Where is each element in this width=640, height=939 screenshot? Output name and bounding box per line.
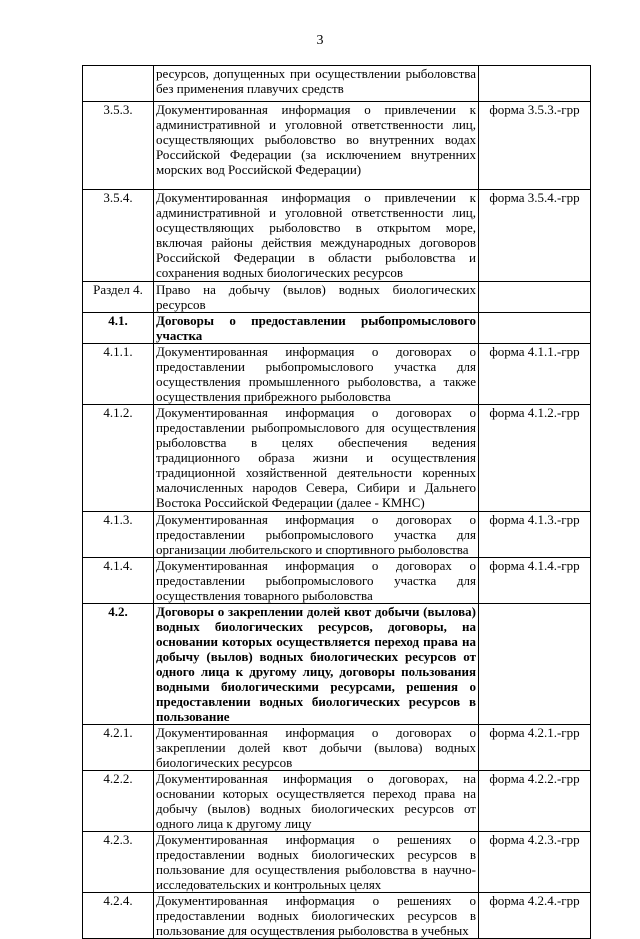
row-form: форма 4.1.2.-грр — [479, 405, 591, 512]
table-row — [83, 512, 591, 558]
row-description: Документированная информация о договорах о предоставлении рыбопромыслового для осуществления рыболовства в целях обеспечения ведения традиционного образа жизни и осуществления традиционной хозяйственной деятельности коренных малочисленных народов Севера, Сибири и Дальнего Востока Российской Федерации (далее - КМНС) — [154, 405, 479, 512]
row-description: Договоры о предоставлении рыбопромыслового участка — [154, 313, 479, 344]
row-description: Документированная информация о договорах о предоставлении рыбопромыслового участка для осуществления промышленного рыболовства, а также осуществления прибрежного рыболовства — [154, 344, 479, 405]
row-number: 4.2.2. — [83, 771, 154, 832]
row-form: форма 4.2.2.-грр — [479, 771, 591, 832]
row-number: 4.1.4. — [83, 558, 154, 604]
table-row — [83, 604, 591, 725]
row-number: 4.1.3. — [83, 512, 154, 558]
row-number: 4.2.4. — [83, 893, 154, 939]
table-row — [83, 66, 591, 102]
table-row — [83, 893, 591, 939]
table-row — [83, 405, 591, 512]
row-form: форма 4.1.1.-грр — [479, 344, 591, 405]
row-description: Договоры о закреплении долей квот добычи (вылова) водных биологических ресурсов, договоры, на основании которых осуществляется переход права на добычу (вылов) водных биологических ресурсов от одного лица к другому лицу, договоры пользования водными биологическими ресурсами, решения о предоставлении водных биологических ресурсов в пользование — [154, 604, 479, 725]
registry-table — [82, 65, 591, 939]
row-number: 4.1. — [83, 313, 154, 344]
row-number: 4.2. — [83, 604, 154, 725]
table-row — [83, 102, 591, 190]
table-row — [83, 344, 591, 405]
row-number: 4.1.1. — [83, 344, 154, 405]
row-description: Документированная информация о привлечении к административной и уголовной ответственности лиц, осуществляющих рыболовство во внутренних водах Российской Федерации (за исключением внутренних морских вод Российской Федерации) — [154, 102, 479, 190]
row-number: 4.2.3. — [83, 832, 154, 893]
table-row — [83, 313, 591, 344]
row-number: 4.2.1. — [83, 725, 154, 771]
row-form: форма 4.1.4.-грр — [479, 558, 591, 604]
table-row — [83, 558, 591, 604]
row-number: 3.5.3. — [83, 102, 154, 190]
table-row — [83, 771, 591, 832]
row-description: Документированная информация о привлечении к административной и уголовной ответственности лиц, осуществляющих рыболовство в открытом море, включая районы действия международных договоров Российской Федерации в области рыболовства и сохранения водных биологических ресурсов — [154, 190, 479, 282]
row-description: Документированная информация о договорах о предоставлении рыбопромыслового участка для организации любительского и спортивного рыболовства — [154, 512, 479, 558]
row-number: Раздел 4. — [83, 282, 154, 313]
table-row — [83, 282, 591, 313]
row-description: Документированная информация о договорах о предоставлении рыбопромыслового участка для осуществления товарного рыболовства — [154, 558, 479, 604]
row-number — [83, 66, 154, 102]
row-number: 3.5.4. — [83, 190, 154, 282]
row-description: Документированная информация о договорах, на основании которых осуществляется переход права на добычу (вылов) водных биологических ресурсов от одного лица к другому лицу — [154, 771, 479, 832]
table-row — [83, 832, 591, 893]
row-form — [479, 604, 591, 725]
row-description: Документированная информация о договорах о закреплении долей квот добычи (вылова) водных биологических ресурсов — [154, 725, 479, 771]
row-form — [479, 282, 591, 313]
table-row — [83, 725, 591, 771]
row-form — [479, 313, 591, 344]
row-form: форма 4.2.4.-грр — [479, 893, 591, 939]
row-description: Право на добычу (вылов) водных биологических ресурсов — [154, 282, 479, 313]
row-description: Документированная информация о решениях о предоставлении водных биологических ресурсов в пользование для осуществления рыболовства в учебных — [154, 893, 479, 939]
page-number: 3 — [316, 33, 324, 48]
table-body — [83, 66, 591, 939]
row-form — [479, 66, 591, 102]
row-form: форма 4.1.3.-грр — [479, 512, 591, 558]
row-form: форма 3.5.3.-грр — [479, 102, 591, 190]
table-row — [83, 190, 591, 282]
row-description: ресурсов, допущенных при осуществлении рыболовства без применения плавучих средств — [154, 66, 479, 102]
row-form: форма 4.2.3.-грр — [479, 832, 591, 893]
row-form: форма 4.2.1.-грр — [479, 725, 591, 771]
row-form: форма 3.5.4.-грр — [479, 190, 591, 282]
row-description: Документированная информация о решениях о предоставлении водных биологических ресурсов в пользование для осуществления рыболовства в научно-исследовательских и контрольных целях — [154, 832, 479, 893]
row-number: 4.1.2. — [83, 405, 154, 512]
